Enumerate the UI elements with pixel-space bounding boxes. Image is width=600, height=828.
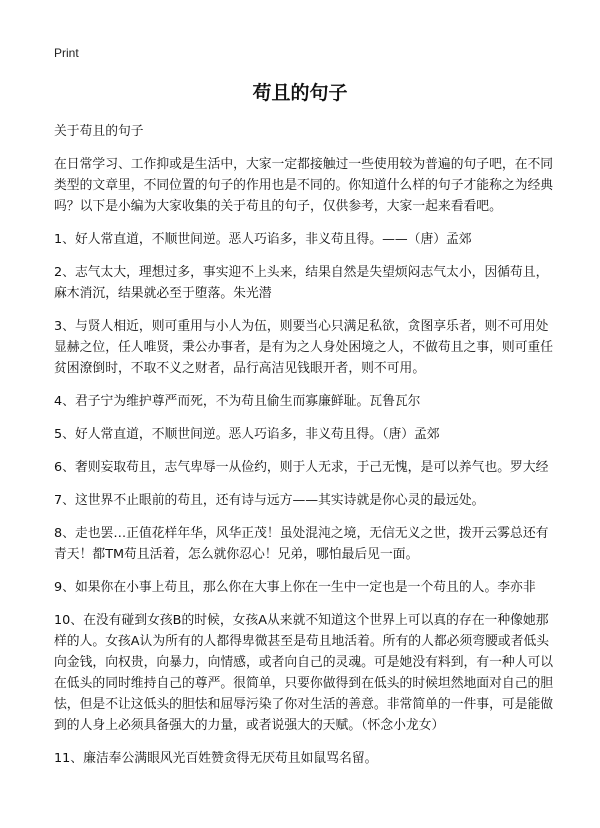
- quote-item: 11、廉洁奉公满眼风光百姓赞贪得无厌苟且如鼠骂名留。: [54, 751, 378, 766]
- document-body: [54, 121, 554, 781]
- quote-item: 3、与贤人相近，则可重用与小人为伍，则要当心只满足私欲，贪图享乐者，则不可用处显赫之位，任人唯贤，秉公办事者，是有为之人身处困境之人，不做苟且之事，则可重任贫困潦倒时，不取不义之财者，品行高洁见钱眼开者，则不可用。: [54, 319, 554, 376]
- quote-item: 5、好人常直道，不顺世间逆。恶人巧谄多，非义苟且得。（唐）孟郊: [54, 427, 440, 442]
- quote-item: 4、君子宁为维护尊严而死，不为苟且偷生而寡廉鲜耻。瓦鲁瓦尔: [54, 394, 421, 409]
- quote-item: 8、走也罢…正值花样年华，风华正茂！虽处混沌之境，无信无义之世，拨开云雾总还有青天！都TM苟且活着，怎么就你忍心！兄弟，哪怕最后见一面。: [54, 526, 549, 562]
- quote-item: 9、如果你在小事上苟且，那么你在大事上你在一生中一定也是一个苟且的人。李亦非: [54, 580, 536, 595]
- quote-item: 7、这世界不止眼前的苟且，还有诗与远方——其实诗就是你心灵的最远处。: [54, 493, 485, 508]
- intro-paragraph: 在日常学习、工作抑或是生活中，大家一定都接触过一些使用较为普遍的句子吧，在不同类型的文章里，不同位置的句子的作用也是不同的。你知道什么样的句子才能称之为经典吗？以下是小编为大家收集的关于苟且的句子，仅供参考，大家一起来看看吧。: [54, 157, 554, 214]
- document-subtitle: 关于苟且的句子: [54, 124, 144, 139]
- quote-item: 2、志气太大，理想过多，事实迎不上头来，结果自然是失望烦闷志气太小，因循苟且，麻木消沉，结果就必至于堕落。朱光潜: [54, 265, 549, 301]
- document-title: 苟且的句子: [252, 82, 348, 104]
- quote-item: 10、在没有碰到女孩B的时候，女孩A从来就不知道这个世界上可以真的存在一种像她那样的人。女孩A认为所有的人都得卑微甚至是苟且地活着。所有的人都必须弯腰或者低头向金钱，向权贵，向暴力，向情感，或者向自己的灵魂。可是她没有料到，有一种人可以在低头的同时维持自己的尊严。很简单，只要你做得到在低头的时候坦然地面对自己的胆怯，但是不让这低头的胆怯和屈辱污染了你对生活的善意。非常简单的一件事，可是能做到的人身上必须具备强大的力量，或者说强大的天赋。（怀念小龙女）: [54, 613, 554, 733]
- quote-item: 1、好人常直道，不顺世间逆。恶人巧谄多，非义苟且得。——（唐）孟郊: [54, 232, 472, 247]
- print-link[interactable]: Print: [54, 46, 79, 60]
- quote-item: 6、奢则妄取苟且，志气卑辱一从俭约，则于人无求，于己无愧，是可以养气也。罗大经: [54, 460, 549, 475]
